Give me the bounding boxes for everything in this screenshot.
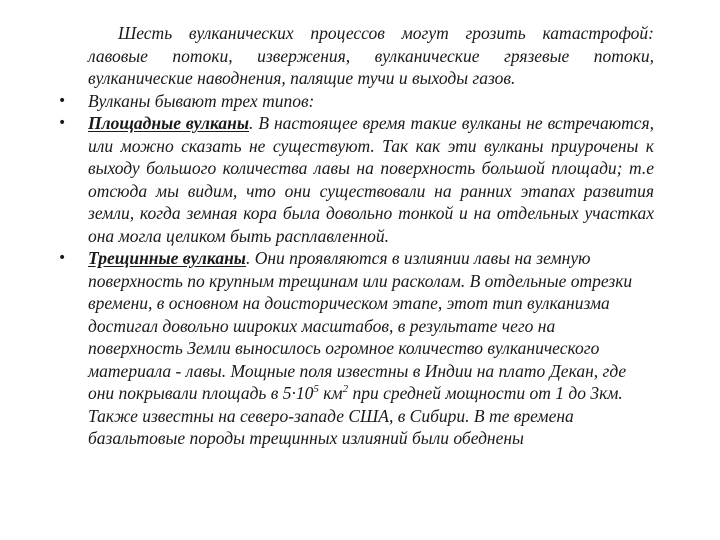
area-unit: км [318, 383, 343, 403]
fissure-volcanoes-text-a: . Они проявляются в излиянии лавы на земную поверхность по крупным трещинам или расколам. В отдельные отрезки времени, в основном на доисторическом этапе, этот тип вулканизма достигал довольно широких масштабов, в результате чего на поверхность Земли выносилось огромное количество вулканического материала - лавы. Мощные поля известны в Индии на плато Декан, где они покрывали площадь в 5·10 [88, 248, 633, 403]
bullet-marker: • [58, 92, 67, 109]
area-exponent: 5 [313, 383, 319, 395]
bullet-areal-volcanoes [58, 112, 654, 247]
intro-paragraph [88, 22, 654, 90]
term-fissure-volcanoes: Трещинные вулканы [88, 248, 246, 268]
area-unit-exponent: 2 [342, 383, 349, 395]
slide-text-body [58, 22, 654, 450]
fissure-volcanoes-text-b: при средней мощности от 1 до 3км. Также известны на северо-западе США, в Сибири. В те времена базальтовые породы трещинных излияний были обеднены [88, 383, 623, 448]
areal-volcanoes-text: . В настоящее время такие вулканы не встречаются, или можно сказать не существуют. Так как эти вулканы приурочены к выходу большого количества лавы на поверхность большой площади; т.е отсюда мы видим, что они существовали на ранних этапах развития земли, когда земная кора была довольно тонкой и на отдельных участках она могла целиком быть расплавленной. [88, 113, 654, 246]
term-areal-volcanoes: Площадные вулканы [88, 113, 250, 133]
bullet-types-text: Вулканы бывают трех типов: [88, 90, 315, 111]
bullet-marker: • [58, 115, 67, 131]
intro-text: Шесть вулканических процессов могут грозить катастрофой: лавовые потоки, извержения, вулканические грязевые потоки, вулканические наводнения, палящие тучи и выходы газов. [88, 23, 654, 88]
bullet-fissure-volcanoes [58, 247, 654, 450]
bullet-marker: • [58, 250, 67, 266]
bullet-types [58, 90, 654, 113]
